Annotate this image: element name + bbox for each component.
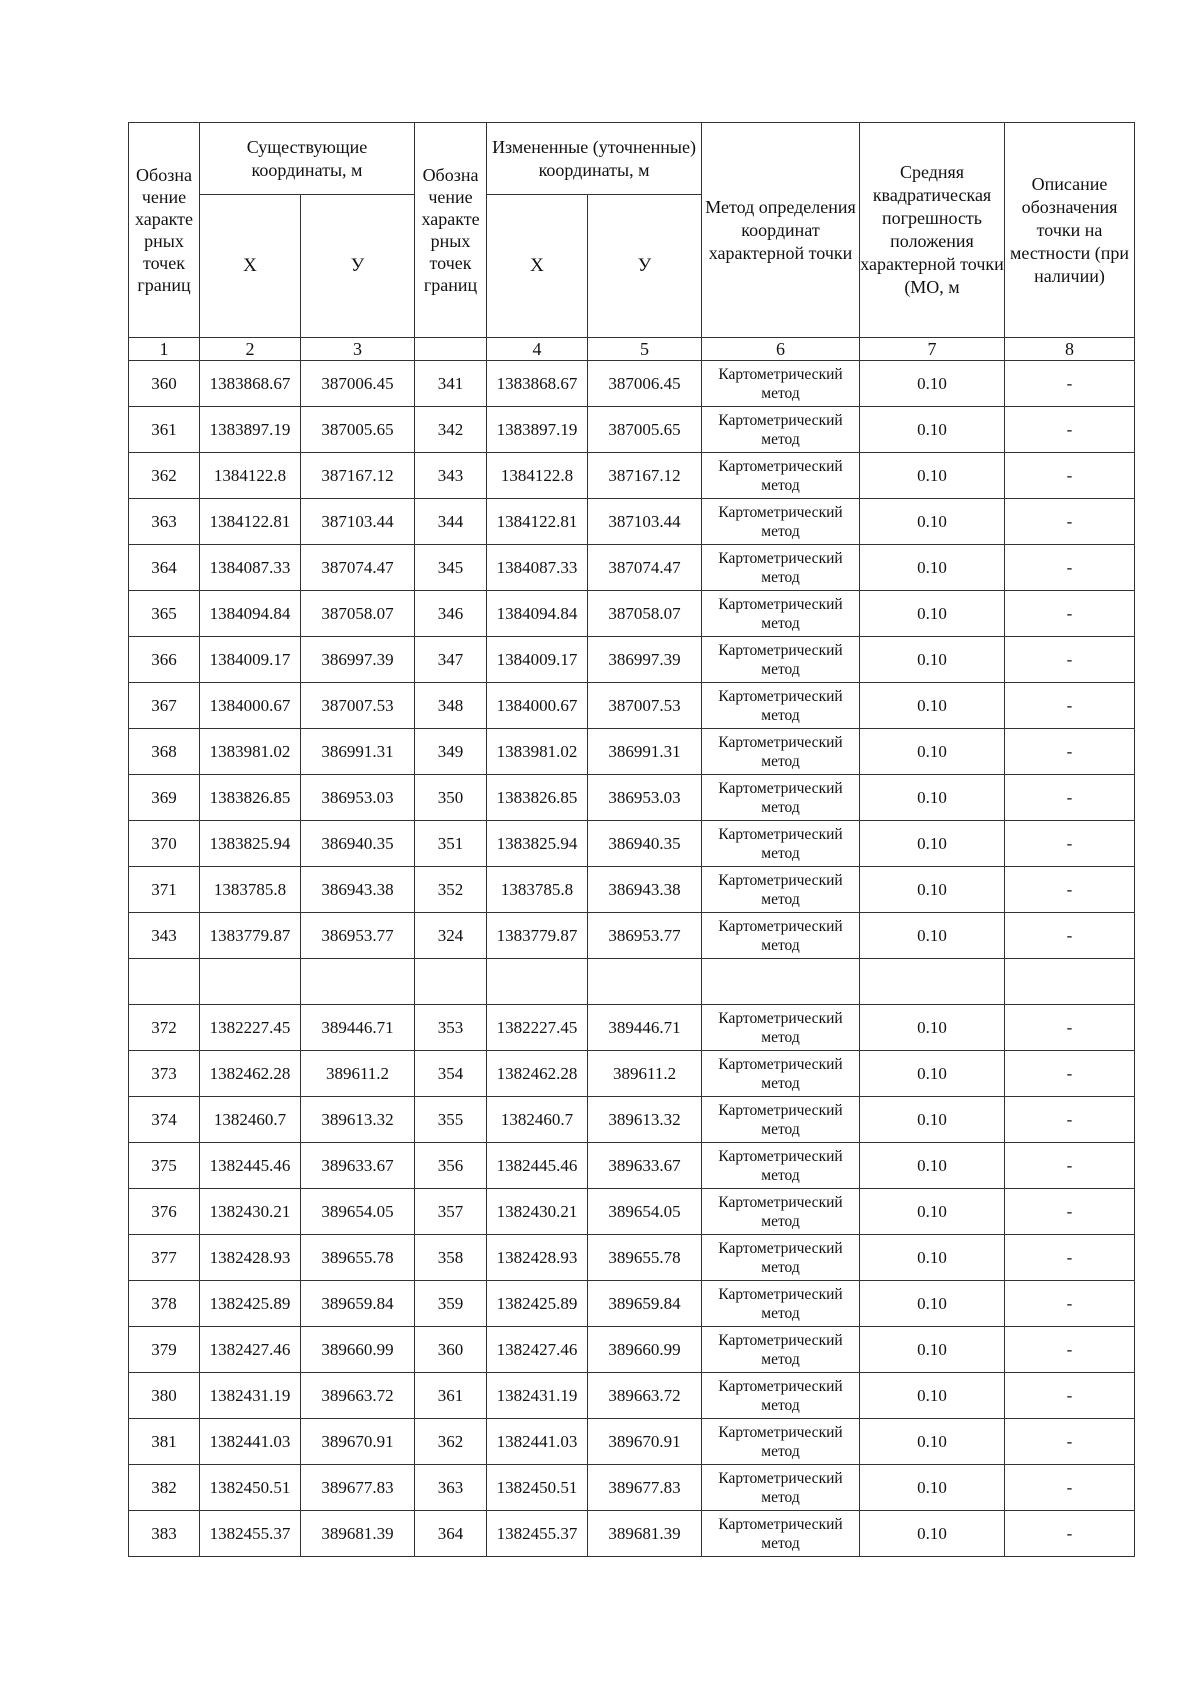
x-existing-cell: 1382428.93 — [200, 1235, 301, 1281]
method-cell: Картометрический метод — [702, 821, 860, 867]
x-changed-cell: 1382431.19 — [487, 1373, 588, 1419]
y-existing-cell: 387058.07 — [301, 591, 415, 637]
description-cell: - — [1005, 821, 1135, 867]
table-row — [129, 1511, 1135, 1557]
x-changed-cell: 1383825.94 — [487, 821, 588, 867]
table-row — [129, 821, 1135, 867]
header-description: Описание обозначения точки на местности (при наличии) — [1005, 123, 1135, 338]
y-existing-cell: 386940.35 — [301, 821, 415, 867]
header-y-changed: У — [588, 195, 702, 338]
point-id-new-cell: 324 — [415, 913, 487, 959]
description-cell: - — [1005, 729, 1135, 775]
x-existing-cell: 1382445.46 — [200, 1143, 301, 1189]
y-existing-cell — [301, 959, 415, 1005]
point-id-new-cell: 355 — [415, 1097, 487, 1143]
method-cell: Картометрический метод — [702, 1465, 860, 1511]
y-changed-cell: 386997.39 — [588, 637, 702, 683]
y-existing-cell: 389613.32 — [301, 1097, 415, 1143]
method-cell: Картометрический метод — [702, 545, 860, 591]
method-cell: Картометрический метод — [702, 867, 860, 913]
description-cell: - — [1005, 453, 1135, 499]
y-changed-cell: 387074.47 — [588, 545, 702, 591]
point-id-new-cell: 362 — [415, 1419, 487, 1465]
y-changed-cell: 386940.35 — [588, 821, 702, 867]
column-number: 7 — [860, 338, 1005, 361]
x-changed-cell: 1383779.87 — [487, 913, 588, 959]
x-changed-cell: 1384009.17 — [487, 637, 588, 683]
x-changed-cell: 1382455.37 — [487, 1511, 588, 1557]
x-existing-cell: 1382441.03 — [200, 1419, 301, 1465]
x-existing-cell: 1383785.8 — [200, 867, 301, 913]
method-cell: Картометрический метод — [702, 407, 860, 453]
x-changed-cell: 1384122.8 — [487, 453, 588, 499]
mean-error-cell: 0.10 — [860, 1143, 1005, 1189]
table-row — [129, 1097, 1135, 1143]
x-existing-cell: 1384094.84 — [200, 591, 301, 637]
point-id-cell: 363 — [129, 499, 200, 545]
point-id-cell: 371 — [129, 867, 200, 913]
description-cell: - — [1005, 1005, 1135, 1051]
method-cell: Картометрический метод — [702, 1281, 860, 1327]
table-row — [129, 775, 1135, 821]
y-changed-cell: 387058.07 — [588, 591, 702, 637]
y-existing-cell: 389654.05 — [301, 1189, 415, 1235]
x-changed-cell: 1382450.51 — [487, 1465, 588, 1511]
method-cell: Картометрический метод — [702, 1189, 860, 1235]
y-changed-cell: 387007.53 — [588, 683, 702, 729]
point-id-cell: 375 — [129, 1143, 200, 1189]
mean-error-cell: 0.10 — [860, 1419, 1005, 1465]
y-existing-cell: 389660.99 — [301, 1327, 415, 1373]
y-changed-cell: 387006.45 — [588, 361, 702, 407]
mean-error-cell: 0.10 — [860, 499, 1005, 545]
point-id-new-cell: 343 — [415, 453, 487, 499]
x-existing-cell: 1383826.85 — [200, 775, 301, 821]
y-existing-cell: 387167.12 — [301, 453, 415, 499]
x-changed-cell: 1382460.7 — [487, 1097, 588, 1143]
point-id-new-cell: 352 — [415, 867, 487, 913]
point-id-cell: 343 — [129, 913, 200, 959]
x-existing-cell: 1382425.89 — [200, 1281, 301, 1327]
table-row — [129, 729, 1135, 775]
table-row — [129, 1465, 1135, 1511]
point-id-new-cell: 358 — [415, 1235, 487, 1281]
mean-error-cell: 0.10 — [860, 637, 1005, 683]
column-number: 6 — [702, 338, 860, 361]
table-row — [129, 499, 1135, 545]
table-row — [129, 1189, 1135, 1235]
point-id-cell: 383 — [129, 1511, 200, 1557]
header-mean-error: Средняя квадратическая погрешность положения характерной точки (МО, м — [860, 123, 1005, 338]
description-cell: - — [1005, 683, 1135, 729]
x-changed-cell: 1382428.93 — [487, 1235, 588, 1281]
point-id-new-cell: 359 — [415, 1281, 487, 1327]
point-id-cell: 380 — [129, 1373, 200, 1419]
x-changed-cell: 1382427.46 — [487, 1327, 588, 1373]
mean-error-cell: 0.10 — [860, 1051, 1005, 1097]
description-cell: - — [1005, 913, 1135, 959]
method-cell: Картометрический метод — [702, 591, 860, 637]
point-id-cell: 368 — [129, 729, 200, 775]
header-method: Метод определения координат характерной точки — [702, 123, 860, 338]
y-changed-cell — [588, 959, 702, 1005]
x-changed-cell: 1384087.33 — [487, 545, 588, 591]
table-row — [129, 1281, 1135, 1327]
mean-error-cell: 0.10 — [860, 867, 1005, 913]
header-changed-coordinates: Измененные (уточненные) координаты, м — [487, 123, 702, 195]
point-id-new-cell: 364 — [415, 1511, 487, 1557]
x-existing-cell: 1382450.51 — [200, 1465, 301, 1511]
point-id-new-cell: 344 — [415, 499, 487, 545]
mean-error-cell: 0.10 — [860, 1373, 1005, 1419]
point-id-cell: 365 — [129, 591, 200, 637]
x-existing-cell: 1384122.8 — [200, 453, 301, 499]
description-cell: - — [1005, 1511, 1135, 1557]
method-cell: Картометрический метод — [702, 361, 860, 407]
point-id-new-cell: 348 — [415, 683, 487, 729]
x-existing-cell: 1384122.81 — [200, 499, 301, 545]
method-cell: Картометрический метод — [702, 1005, 860, 1051]
x-changed-cell: 1383897.19 — [487, 407, 588, 453]
y-changed-cell: 386943.38 — [588, 867, 702, 913]
x-changed-cell: 1384122.81 — [487, 499, 588, 545]
x-changed-cell: 1383826.85 — [487, 775, 588, 821]
mean-error-cell: 0.10 — [860, 1327, 1005, 1373]
y-existing-cell: 387103.44 — [301, 499, 415, 545]
point-id-cell: 369 — [129, 775, 200, 821]
y-changed-cell: 389663.72 — [588, 1373, 702, 1419]
x-existing-cell: 1382427.46 — [200, 1327, 301, 1373]
description-cell: - — [1005, 407, 1135, 453]
method-cell — [702, 959, 860, 1005]
y-existing-cell: 389655.78 — [301, 1235, 415, 1281]
y-changed-cell: 389660.99 — [588, 1327, 702, 1373]
point-id-new-cell: 345 — [415, 545, 487, 591]
x-existing-cell: 1383981.02 — [200, 729, 301, 775]
y-changed-cell: 389633.67 — [588, 1143, 702, 1189]
description-cell: - — [1005, 361, 1135, 407]
point-id-new-cell: 346 — [415, 591, 487, 637]
table-row — [129, 1005, 1135, 1051]
y-existing-cell: 389681.39 — [301, 1511, 415, 1557]
description-cell: - — [1005, 499, 1135, 545]
table-row — [129, 1419, 1135, 1465]
y-existing-cell: 386997.39 — [301, 637, 415, 683]
column-number: 2 — [200, 338, 301, 361]
method-cell: Картометрический метод — [702, 1419, 860, 1465]
x-existing-cell: 1382460.7 — [200, 1097, 301, 1143]
x-changed-cell: 1382430.21 — [487, 1189, 588, 1235]
point-id-cell: 364 — [129, 545, 200, 591]
mean-error-cell: 0.10 — [860, 545, 1005, 591]
mean-error-cell: 0.10 — [860, 1189, 1005, 1235]
mean-error-cell: 0.10 — [860, 775, 1005, 821]
method-cell: Картометрический метод — [702, 1143, 860, 1189]
mean-error-cell: 0.10 — [860, 1097, 1005, 1143]
y-existing-cell: 389677.83 — [301, 1465, 415, 1511]
x-existing-cell: 1384009.17 — [200, 637, 301, 683]
mean-error-cell: 0.10 — [860, 821, 1005, 867]
mean-error-cell: 0.10 — [860, 729, 1005, 775]
table-row — [129, 453, 1135, 499]
x-existing-cell: 1384000.67 — [200, 683, 301, 729]
x-existing-cell: 1383897.19 — [200, 407, 301, 453]
y-existing-cell: 389633.67 — [301, 1143, 415, 1189]
y-changed-cell: 387167.12 — [588, 453, 702, 499]
point-id-cell: 366 — [129, 637, 200, 683]
header-y-existing: У — [301, 195, 415, 338]
column-number: 3 — [301, 338, 415, 361]
y-changed-cell: 386991.31 — [588, 729, 702, 775]
description-cell: - — [1005, 1281, 1135, 1327]
table-row — [129, 1373, 1135, 1419]
x-changed-cell: 1382445.46 — [487, 1143, 588, 1189]
x-existing-cell: 1383779.87 — [200, 913, 301, 959]
y-existing-cell: 389611.2 — [301, 1051, 415, 1097]
description-cell: - — [1005, 1373, 1135, 1419]
point-id-new-cell: 360 — [415, 1327, 487, 1373]
x-existing-cell: 1383868.67 — [200, 361, 301, 407]
y-changed-cell: 389659.84 — [588, 1281, 702, 1327]
method-cell: Картометрический метод — [702, 729, 860, 775]
x-changed-cell: 1383868.67 — [487, 361, 588, 407]
mean-error-cell: 0.10 — [860, 913, 1005, 959]
y-existing-cell: 389663.72 — [301, 1373, 415, 1419]
point-id-new-cell: 350 — [415, 775, 487, 821]
column-number: 4 — [487, 338, 588, 361]
mean-error-cell: 0.10 — [860, 1465, 1005, 1511]
x-existing-cell: 1382462.28 — [200, 1051, 301, 1097]
y-existing-cell: 387005.65 — [301, 407, 415, 453]
x-existing-cell: 1382430.21 — [200, 1189, 301, 1235]
method-cell: Картометрический метод — [702, 499, 860, 545]
x-existing-cell: 1384087.33 — [200, 545, 301, 591]
header-x-existing: Х — [200, 195, 301, 338]
mean-error-cell: 0.10 — [860, 591, 1005, 637]
y-changed-cell: 389677.83 — [588, 1465, 702, 1511]
table-row — [129, 1143, 1135, 1189]
point-id-cell: 381 — [129, 1419, 200, 1465]
description-cell: - — [1005, 1235, 1135, 1281]
x-changed-cell: 1384000.67 — [487, 683, 588, 729]
point-id-cell: 372 — [129, 1005, 200, 1051]
description-cell: - — [1005, 1097, 1135, 1143]
point-id-new-cell: 354 — [415, 1051, 487, 1097]
method-cell: Картометрический метод — [702, 775, 860, 821]
point-id-cell: 374 — [129, 1097, 200, 1143]
table-row — [129, 591, 1135, 637]
column-number: 1 — [129, 338, 200, 361]
point-id-new-cell: 341 — [415, 361, 487, 407]
point-id-cell: 378 — [129, 1281, 200, 1327]
header-point-designation: Обозна чение характе рных точек границ — [129, 123, 200, 338]
point-id-new-cell: 357 — [415, 1189, 487, 1235]
method-cell: Картометрический метод — [702, 913, 860, 959]
description-cell: - — [1005, 591, 1135, 637]
method-cell: Картометрический метод — [702, 1235, 860, 1281]
table-row — [129, 361, 1135, 407]
description-cell: - — [1005, 775, 1135, 821]
column-number-row — [129, 338, 1135, 361]
column-number: 5 — [588, 338, 702, 361]
mean-error-cell: 0.10 — [860, 683, 1005, 729]
method-cell: Картометрический метод — [702, 683, 860, 729]
point-id-new-cell: 363 — [415, 1465, 487, 1511]
point-id-cell: 379 — [129, 1327, 200, 1373]
y-existing-cell: 386953.03 — [301, 775, 415, 821]
point-id-cell: 382 — [129, 1465, 200, 1511]
table-row — [129, 913, 1135, 959]
description-cell: - — [1005, 1051, 1135, 1097]
table-row — [129, 959, 1135, 1005]
point-id-new-cell: 351 — [415, 821, 487, 867]
point-id-cell: 377 — [129, 1235, 200, 1281]
table-row — [129, 545, 1135, 591]
column-number — [415, 338, 487, 361]
x-existing-cell — [200, 959, 301, 1005]
y-changed-cell: 389613.32 — [588, 1097, 702, 1143]
x-changed-cell: 1383981.02 — [487, 729, 588, 775]
x-changed-cell: 1382441.03 — [487, 1419, 588, 1465]
table-row — [129, 1051, 1135, 1097]
x-changed-cell: 1382425.89 — [487, 1281, 588, 1327]
point-id-new-cell: 342 — [415, 407, 487, 453]
point-id-cell — [129, 959, 200, 1005]
method-cell: Картометрический метод — [702, 1327, 860, 1373]
table-row — [129, 637, 1135, 683]
x-changed-cell: 1383785.8 — [487, 867, 588, 913]
y-changed-cell: 389654.05 — [588, 1189, 702, 1235]
description-cell — [1005, 959, 1135, 1005]
mean-error-cell: 0.10 — [860, 453, 1005, 499]
y-existing-cell: 387074.47 — [301, 545, 415, 591]
y-changed-cell: 389446.71 — [588, 1005, 702, 1051]
y-changed-cell: 389611.2 — [588, 1051, 702, 1097]
y-existing-cell: 386943.38 — [301, 867, 415, 913]
table-row — [129, 1235, 1135, 1281]
mean-error-cell: 0.10 — [860, 1005, 1005, 1051]
y-existing-cell: 389446.71 — [301, 1005, 415, 1051]
point-id-new-cell: 349 — [415, 729, 487, 775]
header-x-changed: Х — [487, 195, 588, 338]
mean-error-cell: 0.10 — [860, 1281, 1005, 1327]
point-id-new-cell: 347 — [415, 637, 487, 683]
point-id-cell: 362 — [129, 453, 200, 499]
header-point-designation-new: Обозна чение характе рных точек границ — [415, 123, 487, 338]
header-existing-coordinates: Существующие координаты, м — [200, 123, 415, 195]
description-cell: - — [1005, 545, 1135, 591]
point-id-cell: 376 — [129, 1189, 200, 1235]
point-id-cell: 373 — [129, 1051, 200, 1097]
description-cell: - — [1005, 1465, 1135, 1511]
y-changed-cell: 389670.91 — [588, 1419, 702, 1465]
y-changed-cell: 389681.39 — [588, 1511, 702, 1557]
description-cell: - — [1005, 867, 1135, 913]
description-cell: - — [1005, 1327, 1135, 1373]
x-changed-cell — [487, 959, 588, 1005]
y-changed-cell: 389655.78 — [588, 1235, 702, 1281]
y-existing-cell: 386953.77 — [301, 913, 415, 959]
description-cell: - — [1005, 637, 1135, 683]
point-id-new-cell: 356 — [415, 1143, 487, 1189]
table-row — [129, 867, 1135, 913]
mean-error-cell: 0.10 — [860, 361, 1005, 407]
point-id-cell: 360 — [129, 361, 200, 407]
x-changed-cell: 1384094.84 — [487, 591, 588, 637]
method-cell: Картометрический метод — [702, 1511, 860, 1557]
x-existing-cell: 1382227.45 — [200, 1005, 301, 1051]
x-existing-cell: 1382455.37 — [200, 1511, 301, 1557]
table-row — [129, 1327, 1135, 1373]
method-cell: Картометрический метод — [702, 637, 860, 683]
method-cell: Картометрический метод — [702, 1373, 860, 1419]
point-id-new-cell — [415, 959, 487, 1005]
y-existing-cell: 387006.45 — [301, 361, 415, 407]
y-changed-cell: 387005.65 — [588, 407, 702, 453]
column-number: 8 — [1005, 338, 1135, 361]
coordinates-table — [128, 122, 1135, 1557]
mean-error-cell: 0.10 — [860, 1235, 1005, 1281]
description-cell: - — [1005, 1143, 1135, 1189]
x-existing-cell: 1383825.94 — [200, 821, 301, 867]
y-existing-cell: 389670.91 — [301, 1419, 415, 1465]
method-cell: Картометрический метод — [702, 1051, 860, 1097]
point-id-new-cell: 353 — [415, 1005, 487, 1051]
y-existing-cell: 389659.84 — [301, 1281, 415, 1327]
x-changed-cell: 1382462.28 — [487, 1051, 588, 1097]
mean-error-cell: 0.10 — [860, 407, 1005, 453]
mean-error-cell: 0.10 — [860, 1511, 1005, 1557]
y-changed-cell: 386953.03 — [588, 775, 702, 821]
y-existing-cell: 386991.31 — [301, 729, 415, 775]
table-body — [129, 361, 1135, 1557]
mean-error-cell — [860, 959, 1005, 1005]
point-id-cell: 367 — [129, 683, 200, 729]
description-cell: - — [1005, 1189, 1135, 1235]
y-changed-cell: 387103.44 — [588, 499, 702, 545]
point-id-cell: 370 — [129, 821, 200, 867]
point-id-new-cell: 361 — [415, 1373, 487, 1419]
x-existing-cell: 1382431.19 — [200, 1373, 301, 1419]
y-changed-cell: 386953.77 — [588, 913, 702, 959]
description-cell: - — [1005, 1419, 1135, 1465]
point-id-cell: 361 — [129, 407, 200, 453]
x-changed-cell: 1382227.45 — [487, 1005, 588, 1051]
table-row — [129, 407, 1135, 453]
table-row — [129, 683, 1135, 729]
method-cell: Картометрический метод — [702, 1097, 860, 1143]
method-cell: Картометрический метод — [702, 453, 860, 499]
y-existing-cell: 387007.53 — [301, 683, 415, 729]
